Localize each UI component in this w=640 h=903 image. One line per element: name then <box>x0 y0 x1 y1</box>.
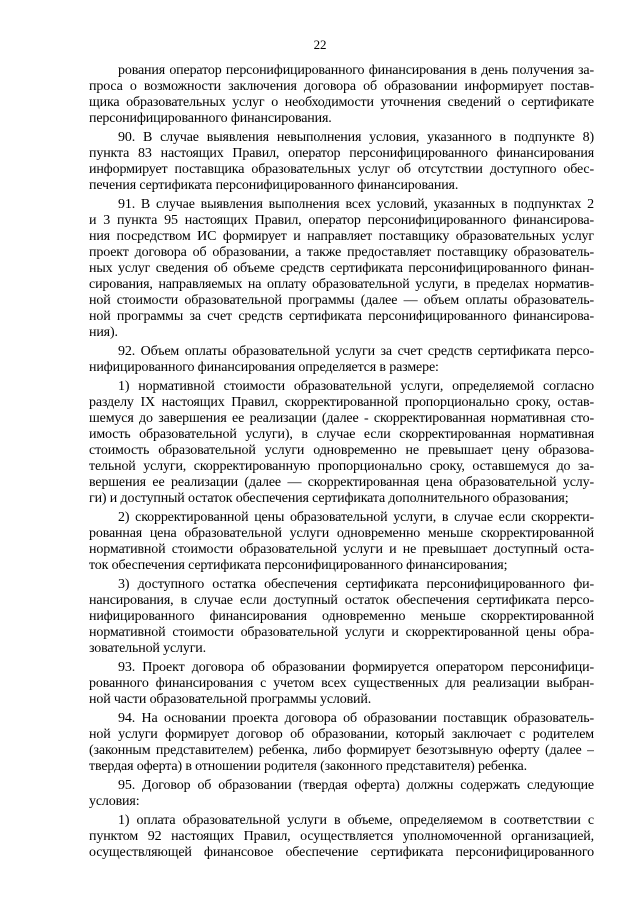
text-line: рованного финансирования с учетом всех существенных для реализации выбран- <box>89 676 594 691</box>
text-line: и 3 пункта 95 настоящих Правил, оператор персонифицированного финансирова- <box>89 213 594 228</box>
text-line: персонифицированного финансирования. <box>89 111 332 126</box>
text-line: зовательной услуги. <box>89 641 206 656</box>
text-line: ной стоимости образовательной программы (далее — объем оплаты образователь- <box>89 293 594 308</box>
text-line: 3) доступного остатка обеспечения сертификата персонифицированного фи- <box>118 577 594 592</box>
text-line: сирования, направляемых на оплату образовательной услуги, в пределах норматив- <box>89 277 594 292</box>
text-line: 2) скорректированной цены образовательной услуги, в случае если скорректи- <box>118 510 594 525</box>
text-line: 92. Объем оплаты образовательной услуги за счет средств сертификата персо- <box>118 344 594 359</box>
text-line: 90. В случае выявления невыполнения условия, указанного в подпункте 8) <box>118 130 594 145</box>
text-line: разделу IX настоящих Правил, скорректированной пропорционально сроку, остав- <box>89 395 594 410</box>
text-line: 91. В случае выявления выполнения всех условий, указанных в подпунктах 2 <box>118 197 594 212</box>
text-line: тельной услуги, скорректированную пропорционально сроку, оставшемуся до за- <box>89 459 594 474</box>
text-line: стоимость образовательной услуги одновременно не превышает цену образова- <box>89 443 594 458</box>
text-line: 1) нормативной стоимости образовательной услуги, определяемой согласно <box>118 379 594 394</box>
text-line: рованная цена образовательной услуги одновременно меньше скорректированной <box>89 526 594 541</box>
text-line: осуществляющей финансовое обеспечение сертификата персонифицированного <box>89 845 594 860</box>
paragraph <box>89 813 594 861</box>
paragraph <box>89 510 594 574</box>
text-line: твердая оферта) в отношении родителя (законного представителя) ребенка. <box>89 759 527 774</box>
text-line: печения сертификата персонифицированного финансирования. <box>89 178 459 193</box>
paragraph <box>89 577 594 657</box>
text-line: нансирования, в случае если доступный остаток обеспечения сертификата персо- <box>89 593 594 608</box>
document-body <box>89 63 594 864</box>
paragraph <box>89 660 594 708</box>
paragraph <box>89 711 594 775</box>
text-line: ги) и доступный остаток обеспечения сертификата дополнительного образования; <box>89 491 569 506</box>
text-line: информирует поставщика образовательных услуг об отсутствии доступного обес- <box>89 162 594 177</box>
text-line: имость образовательной услуги), в случае если скорректированная нормативная <box>89 427 594 442</box>
text-line: 94. На основании проекта договора об образовании поставщик образователь- <box>118 711 594 726</box>
text-line: ных услуг сведения об объеме средств сертификата персонифицированного финан- <box>89 261 594 276</box>
text-line: нифицированного финансирования определяется в размере: <box>89 360 439 375</box>
paragraph <box>89 379 594 507</box>
text-line: щика образовательных услуг о необходимости уточнения сведений о сертификате <box>89 95 594 110</box>
text-line: пунктом 92 настоящих Правил, осуществляется уполномоченной организацией, <box>89 829 594 844</box>
text-line: вершения ее реализации (далее — скорректированная цена образовательной услу- <box>89 475 594 490</box>
paragraph <box>89 197 594 341</box>
text-line: 93. Проект договора об образовании формируется оператором персонифици- <box>118 660 594 675</box>
text-line: проса о возможности заключения договора об образовании информирует постав- <box>89 79 594 94</box>
paragraph <box>89 130 594 194</box>
text-line: 1) оплата образовательной услуги в объеме, определяемом в соответствии с <box>118 813 594 828</box>
text-line: нормативной стоимости образовательной услуги и скорректированной цены обра- <box>89 625 594 640</box>
text-line: ток обеспечения сертификата персонифицированного финансирования; <box>89 558 508 573</box>
text-line: ной части образовательной программы условий. <box>89 692 372 707</box>
text-line: ной программы за счет средств сертификата персонифицированного финансирова- <box>89 309 594 324</box>
paragraph <box>89 344 594 376</box>
text-line: шемуся до завершения ее реализации (далее - скорректированная нормативная сто- <box>89 411 594 426</box>
paragraph <box>89 778 594 810</box>
page-number: 22 <box>313 37 327 52</box>
text-line: (законным представителем) ребенка, либо формирует безотзывную оферту (далее – <box>89 743 594 758</box>
text-line: проект договора об образовании, а также предоставляет поставщику образователь- <box>89 245 594 260</box>
text-line: ния посредством ИС формирует и направляет поставщику образовательных услуг <box>89 229 594 244</box>
text-line: 95. Договор об образовании (твердая оферта) должны содержать следующие <box>118 778 594 793</box>
paragraph <box>89 63 594 127</box>
text-line: нормативной стоимости образовательной услуги и не превышает доступный оста- <box>89 542 594 557</box>
text-line: условия: <box>89 794 140 809</box>
text-line: ния). <box>89 325 118 340</box>
text-line: рования оператор персонифицированного финансирования в день получения за- <box>118 63 594 78</box>
text-line: ной услуги формирует договор об образовании, который заключает с родителем <box>89 727 594 742</box>
text-line: пункта 83 настоящих Правил, оператор персонифицированного финансирования <box>89 146 594 161</box>
text-line: нифицированного финансирования одновременно меньше скорректированной <box>89 609 594 624</box>
